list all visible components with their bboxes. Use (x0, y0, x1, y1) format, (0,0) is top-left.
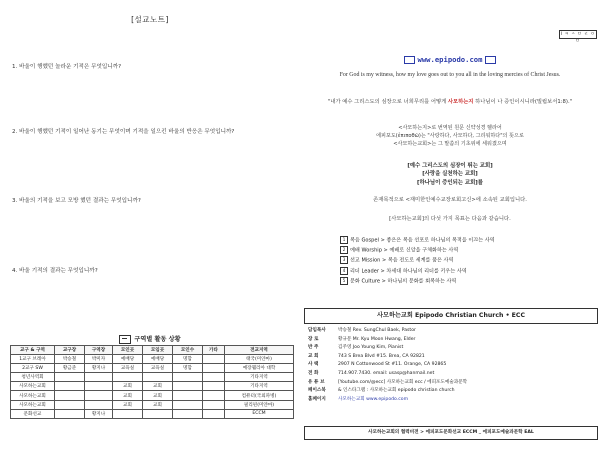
info-row (308, 370, 596, 379)
table-cell (173, 409, 203, 418)
table-cell (55, 373, 85, 382)
table-cell (203, 400, 225, 409)
table-row (11, 391, 294, 400)
table-cell (85, 391, 113, 400)
verse-korean (320, 98, 580, 106)
goal-intro: [사모하는교회]의 다섯 가지 목표는 다음과 같습니다. (389, 216, 511, 222)
table-cell: 예배당 (143, 355, 173, 364)
number-badge: 5 (340, 277, 348, 285)
church-name-banner: 사모하는교회 Epipodo Christian Church • ECC (304, 308, 598, 324)
info-label: 유 튜 브 (308, 379, 325, 385)
table-cell: 교회 (143, 400, 173, 409)
table-cell (173, 400, 203, 409)
goal-text: 리더 Leader > 차세대 하나님의 리더를 키우는 사역 (350, 268, 467, 275)
info-row (308, 396, 596, 405)
meaning-line: <사모하는지>로 번역된 원문 신약성경 헬라어 (398, 125, 502, 131)
table-cell (85, 382, 113, 391)
table-cell (203, 391, 225, 400)
activities-table (10, 345, 294, 419)
table-cell (173, 391, 203, 400)
table-cell: 예배당 (113, 355, 143, 364)
table-cell: 2교구 SW (11, 364, 55, 373)
info-label: 교 회 (308, 353, 319, 359)
table-cell (55, 382, 85, 391)
number-badge: 2 (340, 246, 348, 254)
goal-text: 예배 Worship > 예배로 신앙을 구체화하는 사역 (350, 247, 459, 254)
table-cell (55, 400, 85, 409)
goal-item (340, 236, 580, 246)
table-cell: 박승철 (55, 355, 85, 364)
table-header: 모인수 (173, 346, 203, 355)
table-cell: 기타지역 (225, 373, 294, 382)
info-value: & 인스타그램 : 사모하는교회 epipodo christian church (338, 388, 455, 394)
table-cell (173, 382, 203, 391)
table-cell: 황금준 (55, 364, 85, 373)
table-cell: 명합 (173, 364, 203, 373)
table-cell: 청년사역회 (11, 373, 55, 382)
table-cell (113, 373, 143, 382)
website-link[interactable]: www.epipodo.com (417, 55, 483, 64)
table-cell: 태국(미얀마) (225, 355, 294, 364)
verse-highlight: 사모하는지 (447, 99, 474, 105)
table-cell (85, 373, 113, 382)
goal-text: 문화 Culture > 하나님의 문화를 회복하는 사역 (350, 278, 457, 285)
info-label: 장 로 (308, 336, 319, 342)
info-row (308, 361, 596, 370)
verse-english: For God is my witness, how my love goes out to you all in the loving mercies of Christ Jesus. (339, 72, 561, 78)
info-value: 박승철 Rev. SungChul Baek, Pastor (338, 328, 416, 333)
table-cell: 예장웰리아 대학 (225, 364, 294, 373)
info-value: 황규문 Mr. Kyu Moon Hwang, Elder (338, 336, 416, 342)
table-row (11, 382, 294, 391)
table-cell (143, 409, 173, 418)
web-icon (485, 56, 496, 64)
table-cell: 사모하는교회 (11, 382, 55, 391)
goal-item (340, 256, 580, 266)
table-cell: 명합 (173, 355, 203, 364)
number-badge: 4 (340, 267, 348, 275)
table-cell: 황지나 (85, 409, 113, 418)
identity-line: [사랑을 실천하는 교회] (422, 171, 478, 178)
web-icon (404, 56, 415, 64)
info-row (308, 387, 596, 396)
homepage-link[interactable]: 사모하는교회 www.epipodo.com (338, 396, 409, 402)
table-row (11, 364, 294, 373)
info-value: 714.907.7430. email: usasp@hanmail.net (338, 370, 435, 376)
table-header: 구역장 (85, 346, 113, 355)
info-label: 담임목사 (308, 328, 326, 333)
right-page (300, 0, 600, 464)
name-meaning (320, 124, 580, 148)
info-row (308, 379, 596, 388)
table-cell: 교회 (143, 382, 173, 391)
goal-list (340, 236, 580, 287)
goal-text: 복음 Gospel > 좋은은 복음 선포로 하나님의 목적을 이끄는 사역 (350, 237, 495, 244)
goal-item (340, 246, 580, 256)
table-cell (85, 400, 113, 409)
table-row (11, 400, 294, 409)
meaning-line: <사모하는교회>는 그 말씀의 기초위에 세워졌으며 (393, 141, 507, 148)
identity-line: [하나님이 증인되는 교회]를 (417, 179, 483, 186)
info-value: [Youtube.com/@ecc] 사모하는교회 ecc / 에피포도예술과문학 (338, 379, 468, 385)
website-row (300, 55, 600, 64)
table-cell: 박미자 (85, 355, 113, 364)
number-badge: 1 (340, 236, 348, 244)
activities-title: 구역별 활동 상황 (134, 336, 181, 343)
info-label: 페이스북 (308, 388, 326, 394)
table-cell: 교회 (113, 382, 143, 391)
denomination-text: 존재목적으로 <재미한인예수교장로회고신>에 소속된 교회입니다. (373, 197, 527, 203)
table-cell: 황지나 (85, 364, 113, 373)
table-cell: 교회 (143, 391, 173, 400)
table-cell: 문화선교 (11, 409, 55, 418)
table-cell: 사모하는교회 (11, 391, 55, 400)
goal-item (340, 267, 580, 277)
table-header-row (11, 346, 294, 355)
table-cell (203, 364, 225, 373)
sermon-notes-title: [설교노트] (131, 15, 169, 24)
church-identity (320, 162, 580, 187)
table-cell: 교육실 (143, 364, 173, 373)
identity-line: [예수 그리스도의 심장이 뛰는 교회] (407, 163, 493, 169)
table-header: 모인곳 (113, 346, 143, 355)
table-header: 교구 & 구역 (11, 346, 55, 355)
church-info (308, 327, 596, 404)
table-row (11, 409, 294, 418)
table-cell: 교육실 (113, 364, 143, 373)
info-label: 홈페이지 (308, 396, 326, 402)
verse-korean-part: 하나님이 나 증인이시니라(빌립보서1:8)." (473, 99, 573, 105)
info-label: 반 주 (308, 345, 319, 351)
info-value: 김주영 Joo Young Kim, Pianist (338, 345, 404, 351)
table-cell: 사모하는교회 (11, 400, 55, 409)
table-header: 모임곳 (143, 346, 173, 355)
info-row (308, 353, 596, 362)
info-value: 2907 N Cottonwood St #11. Orange, CA 92865 (338, 362, 447, 368)
table-cell: 1교구 브레아 (11, 355, 55, 364)
question-2: 2. 바울이 행했던 기적이 일어난 동기는 무엇이며 기적을 일으킨 바울의 반응은 무엇입니까? (12, 129, 235, 135)
table-header: 교구장 (55, 346, 85, 355)
note-icon (119, 335, 131, 344)
activities-heading (0, 334, 300, 344)
info-row (308, 327, 596, 336)
table-header: 전교지역 (225, 346, 294, 355)
table-cell (55, 409, 85, 418)
goal-text: 선교 Mission > 복음 전도로 세계를 품은 사역 (350, 257, 454, 264)
number-badge: 3 (340, 256, 348, 264)
meaning-line: 에피포도(ἐπιποθῶ)는 "사랑하다, 사모하다, 그리워하다"의 뜻으로 (376, 133, 524, 140)
table-cell (203, 355, 225, 364)
table-cell (55, 391, 85, 400)
goal-item (340, 277, 580, 287)
table-cell (113, 409, 143, 418)
info-label: 사 택 (308, 362, 319, 368)
table-header: 가타 (203, 346, 225, 355)
info-value: 743 S Brea Blvd #15. Brea, CA 92821 (338, 353, 425, 359)
table-cell (203, 409, 225, 418)
table-cell (203, 373, 225, 382)
info-label: 전 화 (308, 370, 319, 376)
question-3: 3. 바울의 기적을 보고 모방 했던 결과는 무엇입니까? (12, 198, 141, 204)
verse-korean-part: "내가 예수 그리스도의 심장으로 너희무리를 어떻게 (327, 99, 448, 105)
table-cell: ECCM (225, 409, 294, 418)
table-cell: 컴퓨터(국외파병) (225, 391, 294, 400)
table-cell: 교회 (113, 400, 143, 409)
info-row (308, 344, 596, 353)
table-cell (203, 382, 225, 391)
info-row (308, 336, 596, 345)
table-cell: 교회 (113, 391, 143, 400)
table-cell (143, 373, 173, 382)
vision-banner: 사모하는교회의 협력비전 > 에피포도문화선교 ECCM _ 에피포도예술과문학 EAL (304, 426, 598, 440)
issue-badge: Ⅰ ㅋ ㅅ ㅁ ㄹ ㅇ ㅁ (560, 32, 596, 44)
table-row (11, 355, 294, 364)
table-cell: 기타지역 (225, 382, 294, 391)
table-cell (173, 373, 203, 382)
table-row (11, 373, 294, 382)
question-4: 4. 바울 기적의 결과는 무엇입니까? (12, 268, 98, 274)
table-cell: 필리핀(미얀마) (225, 400, 294, 409)
question-1: 1. 바울이 행했던 놀라운 기적은 무엇입니까? (12, 64, 122, 70)
